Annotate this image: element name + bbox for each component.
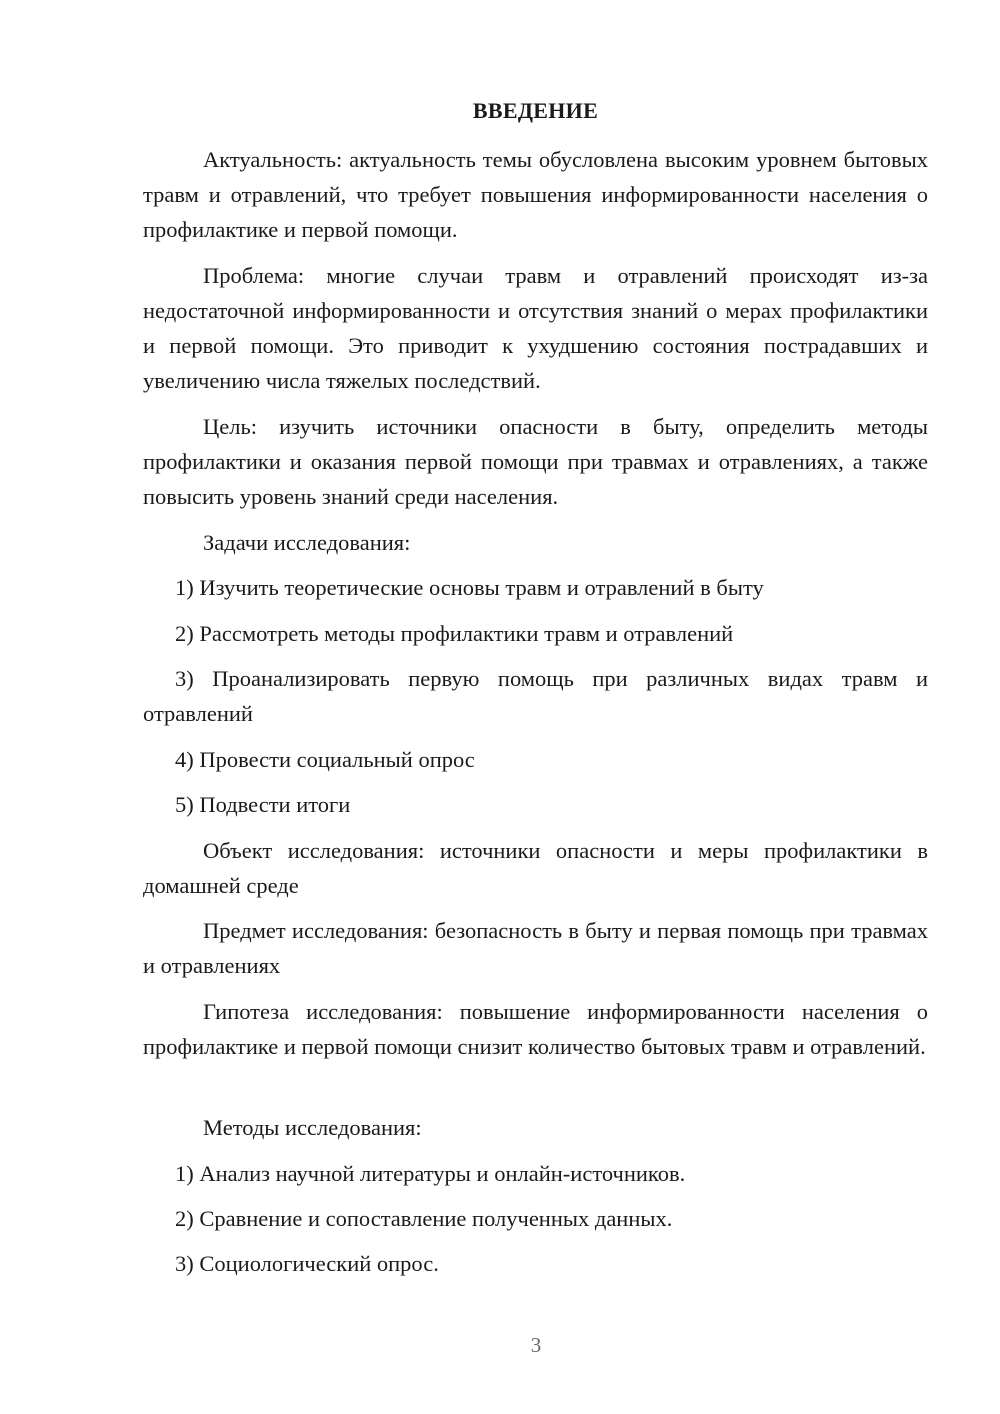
list-item-method-2: 2) Сравнение и сопоставление полученных данных. [175, 1206, 673, 1231]
paragraph-object: Объект исследования: источники опасности и меры профилактики в домашней среде [143, 838, 928, 898]
paragraph-methods-heading: Методы исследования: [203, 1115, 422, 1140]
paragraph-subject: Предмет исследования: безопасность в быту и первая помощь при травмах и отравлениях [143, 918, 928, 978]
page-title: ВВЕДЕНИЕ [472, 98, 599, 123]
paragraph-tasks-heading: Задачи исследования: [203, 530, 411, 555]
list-item-method-1: 1) Анализ научной литературы и онлайн-источников. [175, 1161, 686, 1186]
list-item-task-4: 4) Провести социальный опрос [175, 747, 475, 772]
list-item-task-1: 1) Изучить теоретические основы травм и отравлений в быту [175, 575, 764, 600]
paragraph-relevance: Актуальность: актуальность темы обусловлена высоким уровнем бытовых травм и отравлений, что требует повышения информированности населения о профилактике и первой помощи. [143, 147, 928, 242]
paragraph-problem: Проблема: многие случаи травм и отравлений происходят из-за недостаточной информированности и отсутствия знаний о мерах профилактики и первой помощи. Это приводит к ухудшению состояния пострадавших и увеличению числа тяжелых последствий. [143, 263, 928, 393]
list-item-task-5: 5) Подвести итоги [175, 792, 351, 817]
list-item-task-2: 2) Рассмотреть методы профилактики травм и отравлений [175, 621, 734, 646]
paragraph-goal: Цель: изучить источники опасности в быту, определить методы профилактики и оказания первой помощи при травмах и отравлениях, а также повысить уровень знаний среди населения. [143, 414, 928, 509]
list-item-method-3: 3) Социологический опрос. [175, 1251, 439, 1276]
list-item-task-3: 3) Проанализировать первую помощь при различных видах травм и отравлений [143, 666, 928, 726]
page-number: 3 [530, 1333, 542, 1357]
paragraph-hypothesis: Гипотеза исследования: повышение информированности населения о профилактике и первой помощи снизит количество бытовых травм и отравлений. [143, 999, 928, 1059]
